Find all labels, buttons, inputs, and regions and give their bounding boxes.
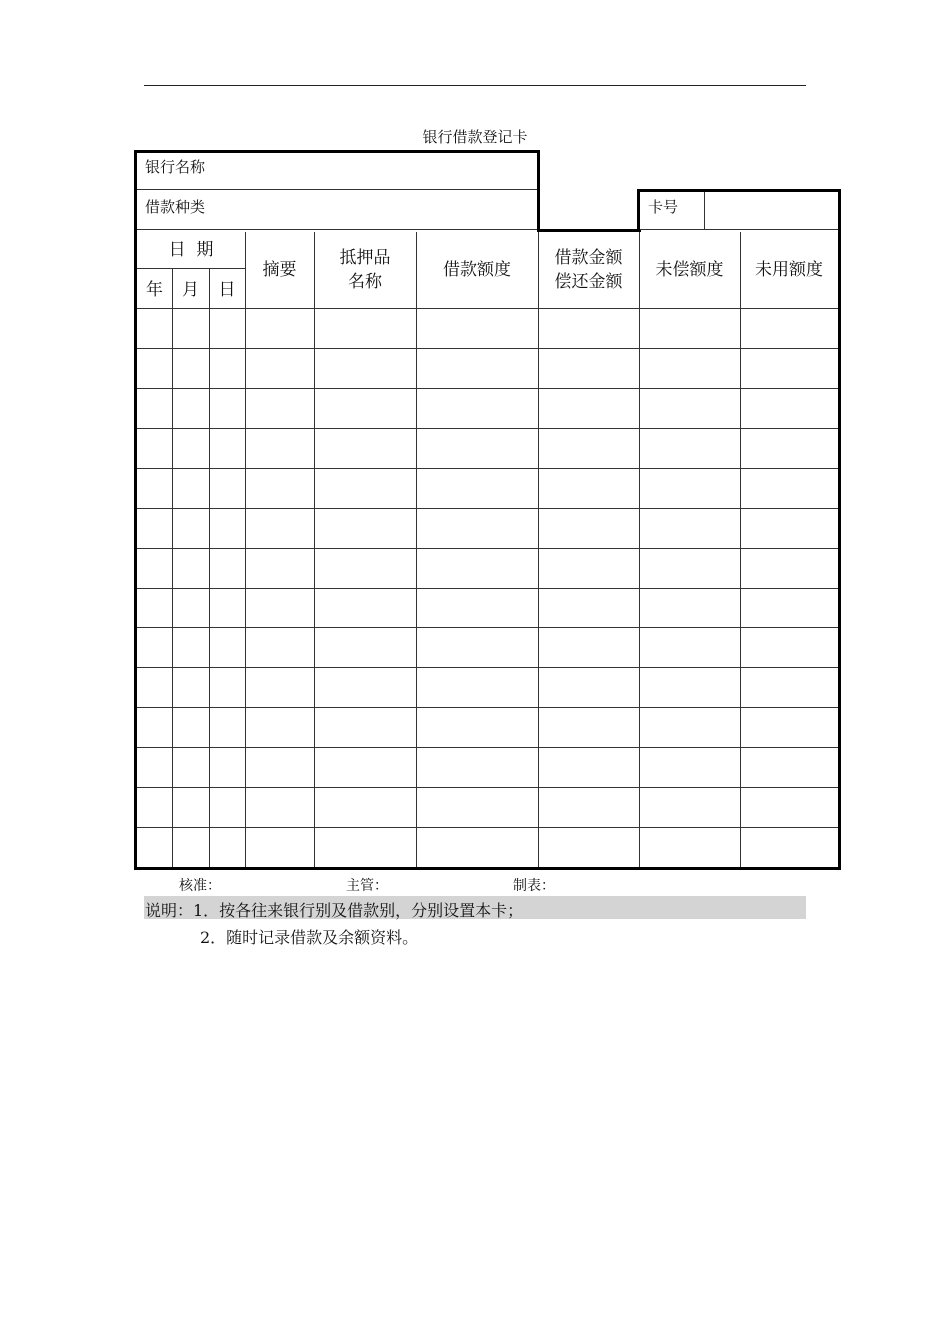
month-header: 月 bbox=[182, 280, 199, 300]
summary-header: 摘要 bbox=[262, 260, 297, 280]
prepared-label: 制表： bbox=[513, 878, 555, 894]
loan-type-label: 借款种类 bbox=[145, 198, 206, 216]
year-header: 年 bbox=[146, 280, 163, 300]
table-row-line bbox=[137, 348, 838, 349]
column-line bbox=[416, 232, 417, 867]
repay-amount-header-line2: 偿还金额 bbox=[554, 272, 623, 292]
table-row-line bbox=[137, 388, 838, 389]
supervisor-label: 主管： bbox=[346, 878, 388, 894]
loan-amount-header-line1: 借款金额 bbox=[554, 248, 623, 268]
card-no-bottom bbox=[640, 229, 838, 230]
table-row-line bbox=[137, 428, 838, 429]
header-bottom-line bbox=[137, 308, 838, 309]
table-row-line bbox=[137, 747, 838, 748]
table-row-line bbox=[137, 588, 838, 589]
top-divider bbox=[137, 189, 537, 190]
column-line bbox=[245, 232, 246, 867]
column-line bbox=[740, 232, 741, 867]
table-row-line bbox=[137, 707, 838, 708]
table-outer-border bbox=[134, 229, 841, 870]
approve-label: 核准： bbox=[179, 878, 221, 894]
collateral-header-line2: 名称 bbox=[348, 272, 382, 292]
note-line-1: 说明：1．按各往来银行别及借款别，分别设置本卡； bbox=[145, 901, 524, 920]
table-row-line bbox=[137, 827, 838, 828]
collateral-header-line1: 抵押品 bbox=[339, 248, 391, 268]
table-row-line bbox=[137, 787, 838, 788]
bank-name-label: 银行名称 bbox=[145, 158, 206, 176]
form-title: 银行借款登记卡 bbox=[422, 128, 528, 146]
day-header: 日 bbox=[218, 280, 236, 300]
note-line-2: 2．随时记录借款及余额资料。 bbox=[200, 928, 419, 947]
column-line bbox=[639, 232, 640, 867]
card-no-divider bbox=[704, 192, 705, 229]
column-line bbox=[314, 232, 315, 867]
table-row-line bbox=[137, 548, 838, 549]
header-rule bbox=[144, 85, 806, 86]
date-subheader-line bbox=[137, 268, 245, 269]
column-line bbox=[538, 232, 539, 867]
unpaid-amount-header: 未偿额度 bbox=[655, 260, 724, 280]
date-column-line bbox=[172, 268, 173, 867]
card-no-field[interactable] bbox=[706, 192, 838, 228]
card-no-label: 卡号 bbox=[648, 198, 679, 216]
unused-amount-header: 未用额度 bbox=[755, 260, 823, 280]
table-row-line bbox=[137, 468, 838, 469]
table-row-line bbox=[137, 667, 838, 668]
date-column-line bbox=[209, 268, 210, 867]
table-row-line bbox=[137, 627, 838, 628]
loan-limit-header: 借款额度 bbox=[443, 260, 511, 280]
date-header: 日 期 bbox=[168, 240, 214, 260]
table-row-line bbox=[137, 508, 838, 509]
top-section-bottom bbox=[137, 229, 537, 230]
